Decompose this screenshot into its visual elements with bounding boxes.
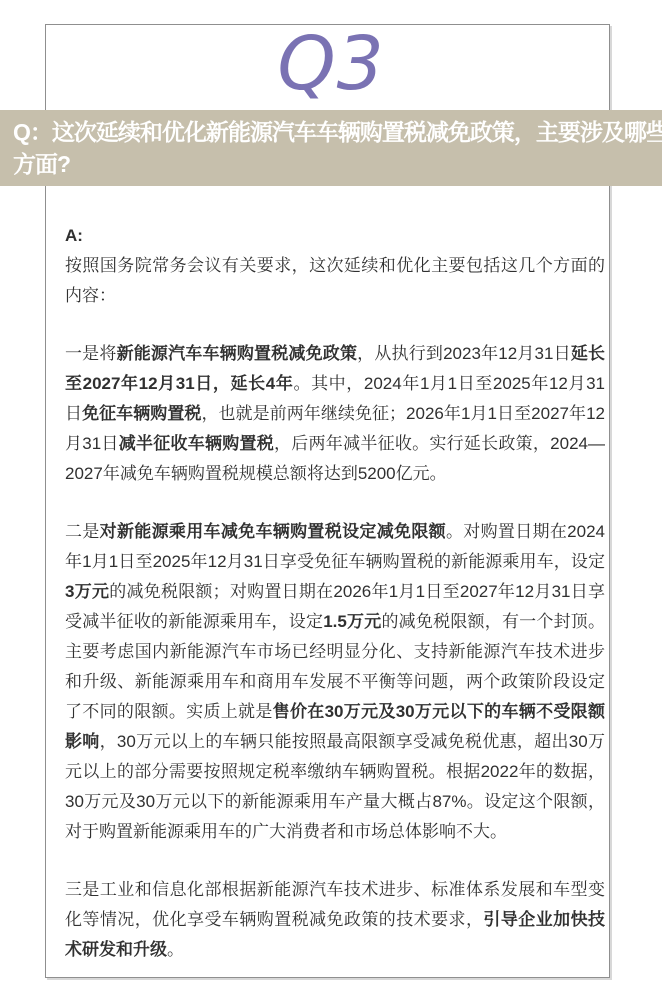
answer-text-bold: 延长至2027年12月31日，延长4年: [65, 344, 606, 393]
question-banner-line2: 方面?: [13, 151, 71, 177]
answer-paragraph: [65, 517, 605, 847]
answer-label: A:: [65, 226, 83, 245]
answer-text: ，30万元以上的车辆只能按照最高限额享受减免税优惠，超出30万元以上的部分需要按照规定税率缴纳车辆购置税。根据2022年的数据，30万元及30万元以下的新能源乘用车产量大概占87%。设定这个限额，对于购置新能源乘用车的广大消费者和市场总体影响不大。: [65, 732, 606, 841]
question-banner: [0, 110, 668, 186]
answer-text: ，也就是前两年继续免征；2026年1月1日至2027年12月31日: [65, 404, 606, 453]
answer-text-bold: 新能源汽车车辆购置税减免政策: [116, 344, 358, 363]
answer-paragraphs: [65, 251, 605, 965]
answer-text-bold: 1.5万元: [323, 612, 382, 631]
answer-text: 。对购置日期在2024年1月1日至2025年12月31日享受免征车辆购置税的新能源乘用车，设定: [65, 522, 606, 571]
answer-text-bold: 对新能源乘用车减免车辆购置税设定减免限额: [99, 522, 446, 541]
question-number-heading: Q3: [277, 21, 385, 107]
answer-text: 三是工业和信息化部根据新能源汽车技术进步、标准体系发展和车型变化等情况，优化享受车辆购置税减免政策的技术要求，: [65, 880, 605, 929]
answer-text-bold: 免征车辆购置税: [82, 404, 202, 423]
answer-text-bold: 减半征收车辆购置税: [118, 434, 275, 453]
answer-text-bold: 引导企业加快技术研发和升级: [65, 910, 606, 959]
answer-text: 按照国务院常务会议有关要求，这次延续和优化主要包括这几个方面的内容：: [65, 256, 605, 305]
answer-text-bold: 3万元: [65, 582, 110, 601]
answer-paragraph: [65, 875, 605, 965]
answer-text: 。其中，2024年1月1日至2025年12月31日: [65, 374, 606, 423]
answer-paragraph: [65, 251, 605, 311]
question-banner-line1: Q：这次延续和优化新能源汽车车辆购置税减免政策，主要涉及哪些: [13, 119, 668, 145]
answer-text: ，从执行到2023年12月31日: [357, 344, 571, 363]
answer-text: 一是将: [65, 344, 117, 363]
answer-text: 的减免税限额，有一个封顶。主要考虑国内新能源汽车市场已经明显分化、支持新能源汽车技术进步和升级、新能源乘用车和商用车发展不平衡等问题，两个政策阶段设定了不同的限额。实质上就是: [65, 612, 606, 721]
answer-content: [65, 221, 605, 965]
answer-text: 的减免税限额；对购置日期在2026年1月1日至2027年12月31日享受减半征收的新能源乘用车，设定: [65, 582, 605, 631]
answer-text: 。: [167, 940, 184, 959]
answer-text: ，后两年减半征收。实行延长政策，2024—2027年减免车辆购置税规模总额将达到5200亿元。: [65, 434, 605, 483]
answer-text-bold: 售价在30万元及30万元以下的车辆不受限额影响: [65, 702, 605, 751]
answer-text: 二是: [65, 522, 100, 541]
answer-paragraph: [65, 339, 605, 489]
